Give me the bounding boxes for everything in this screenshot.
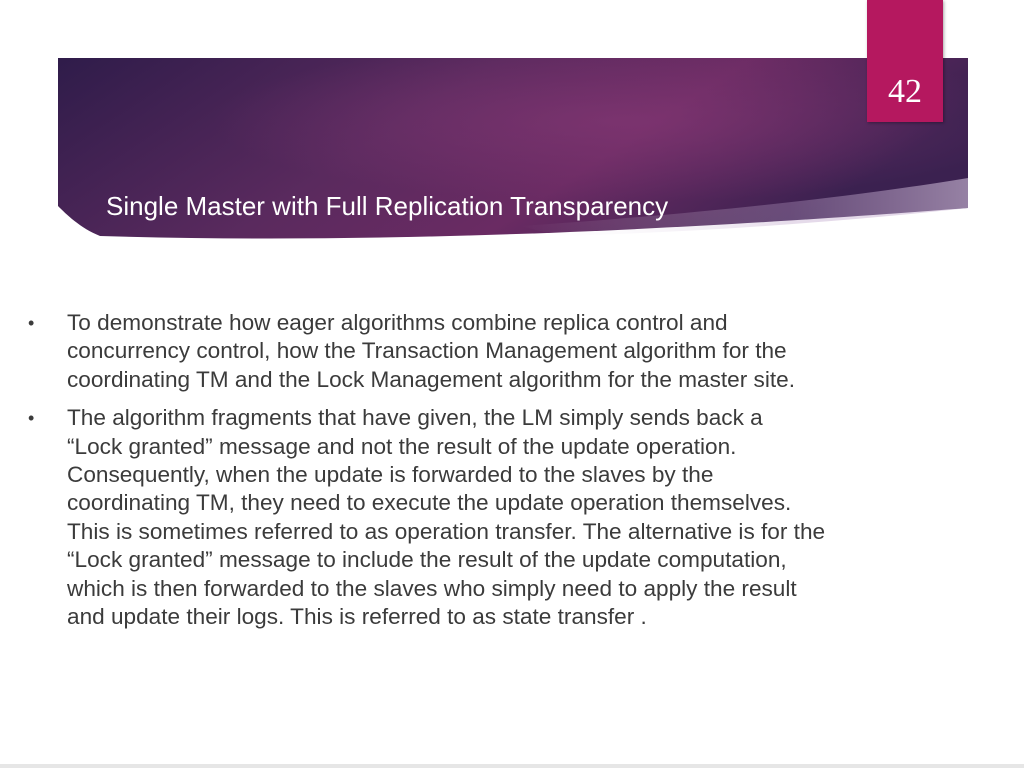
bullet-marker: • <box>28 408 35 429</box>
bullet-line: which is then forwarded to the slaves who simply need to apply the result <box>67 575 797 601</box>
bullet-line: To demonstrate how eager algorithms combine replica control and <box>67 310 728 335</box>
bullet-line: This is sometimes referred to as operation transfer. The alternative is for the <box>67 518 826 544</box>
bullet-line: The algorithm fragments that have given, the LM simply sends back a <box>67 405 763 431</box>
bullet-line: and update their logs. This is referred to as state transfer . <box>67 604 647 630</box>
slide-content <box>28 309 996 641</box>
bullet-line: coordinating TM and the Lock Management algorithm for the master site. <box>67 366 795 392</box>
bullet-line: concurrency control, how the Transaction Management algorithm for the <box>67 338 787 364</box>
bullet-line: “Lock granted” message to include the result of the update computation, <box>67 547 787 573</box>
bullet-line: “Lock granted” message and not the result of the update operation. <box>67 433 737 459</box>
bullet-item-2 <box>28 404 996 631</box>
bullet-line: coordinating TM, they need to execute the update operation themselves. <box>67 490 792 516</box>
bullet-line: Consequently, when the update is forwarded to the slaves by the <box>67 462 714 488</box>
bullet-marker: • <box>28 313 35 333</box>
footer-divider <box>0 764 1024 768</box>
page-number-box <box>867 0 943 122</box>
slide-title: Single Master with Full Replication Transparency <box>106 191 669 221</box>
bullet-item-1 <box>28 309 996 394</box>
page-number: 42 <box>888 73 922 110</box>
